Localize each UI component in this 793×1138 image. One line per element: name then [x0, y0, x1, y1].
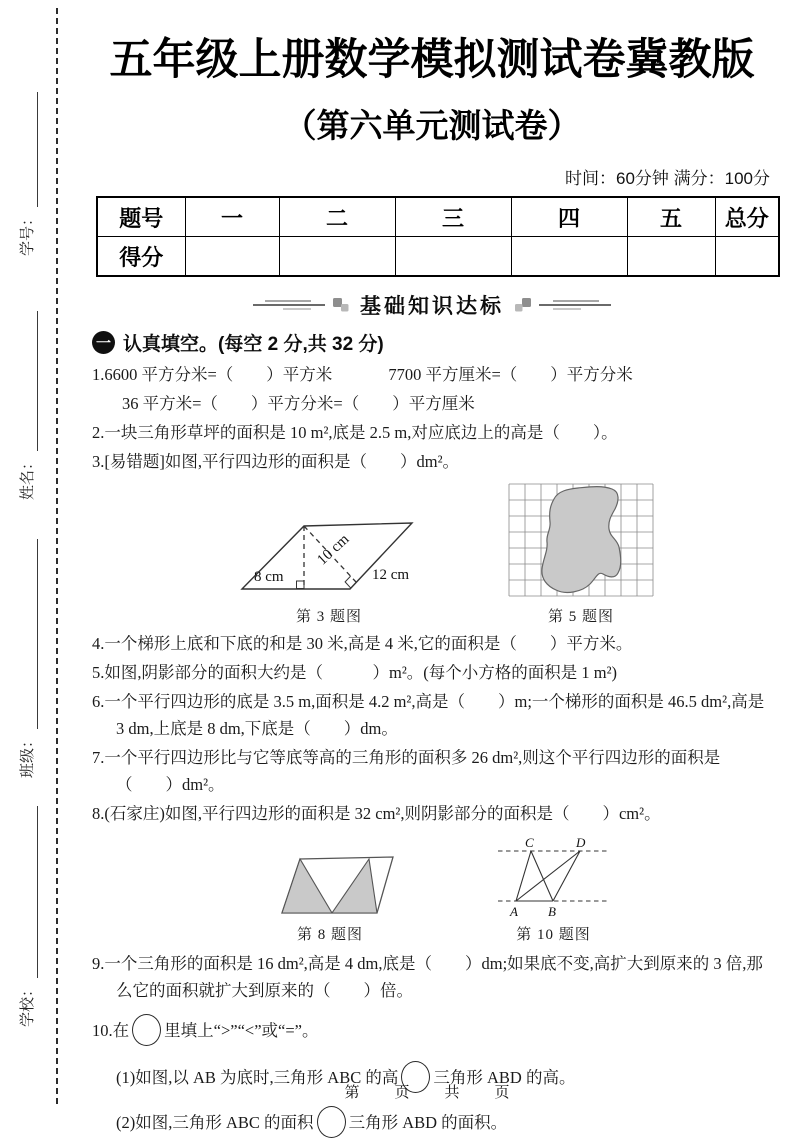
question-text: 三角形 ABD 的面积。 [348, 1113, 508, 1132]
page-footer: 第 页 共 页 [344, 1084, 520, 1101]
school-write-line [36, 806, 38, 978]
question-5 [92, 659, 772, 686]
section-number-one-icon: 一 [92, 331, 115, 354]
banner-left-lines-icon [253, 296, 353, 314]
page-title: 五年级上册数学模拟测试卷冀教版 [109, 36, 755, 84]
score-cell-empty [715, 237, 779, 277]
sub-question-number: (2) [116, 1113, 136, 1132]
question-number: 3. [92, 452, 105, 471]
question-number: 9. [92, 954, 105, 973]
score-cell-empty [279, 237, 395, 277]
student-id-write-line [36, 92, 38, 207]
figure-caption: 第 3 题图 [295, 609, 362, 625]
parallelogram-figure [234, 501, 424, 601]
score-header-cell: 三 [395, 197, 511, 237]
score-table-header-row [97, 197, 779, 237]
page-subtitle: （第六单元测试卷） [283, 107, 581, 144]
section-1-heading [92, 329, 772, 356]
figure-caption: 第 5 题图 [547, 609, 614, 625]
name-write-line [36, 311, 38, 451]
score-header-cell: 题号 [97, 197, 185, 237]
comparison-circle-blank [317, 1106, 346, 1138]
score-header-cell: 总分 [715, 197, 779, 237]
side-length-label: 8 cm [254, 569, 284, 585]
figure-question-10 [496, 835, 611, 944]
score-cell-empty [185, 237, 279, 277]
question-text: 36 平方米=（ ）平方分米=（ ）平方厘米 [122, 394, 475, 413]
figure-row-2 [92, 835, 772, 944]
question-2 [92, 419, 772, 446]
question-text: 如图,三角形 ABC 的面积 [135, 1113, 314, 1132]
comparison-circle-blank [132, 1014, 161, 1046]
point-label-d: D [576, 835, 586, 850]
question-text: 一个梯形上底和下底的和是 30 米,高是 4 米,它的面积是（ ）平方米。 [104, 634, 633, 653]
student-id-label: 学号： [19, 210, 36, 256]
name-label: 姓名： [19, 454, 36, 500]
question-number: 7. [92, 748, 105, 767]
section-1-title: 认真填空。(每空 2 分,共 32 分) [123, 334, 384, 355]
question-text: 7700 平方厘米=（ ）平方分米 [388, 365, 633, 384]
question-text: 三角形 ABD 的高。 [433, 1068, 576, 1087]
time-score-info: 时间：60分钟 满分：100分 [565, 169, 770, 188]
parallelogram-shaded-triangles-figure [260, 841, 400, 919]
question-number: 5. [92, 663, 105, 682]
question-6 [92, 688, 772, 742]
score-header-cell: 二 [279, 197, 395, 237]
class-write-line [36, 539, 38, 729]
margin-dashed-divider [56, 8, 58, 1104]
sub-question-number: (1) [116, 1068, 136, 1087]
question-3 [92, 448, 772, 475]
figure-row-1 [92, 481, 772, 626]
question-text: 如图,阴影部分的面积大约是（ ）m²。(每个小方格的面积是 1 m²) [104, 663, 618, 682]
point-label-c: C [525, 835, 534, 850]
question-10 [92, 1014, 772, 1048]
banner-title: 基础知识达标 [360, 295, 504, 318]
score-table-score-row [97, 237, 779, 277]
figure-question-8 [260, 841, 400, 944]
score-header-cell: 四 [511, 197, 627, 237]
triangles-abcd-figure [496, 835, 611, 919]
name-field [16, 311, 38, 500]
score-header-cell: 五 [627, 197, 715, 237]
score-cell-empty [395, 237, 511, 277]
question-number: 8. [92, 804, 105, 823]
height-label: 10 cm [314, 531, 353, 569]
figure-caption: 第 8 题图 [296, 927, 363, 943]
question-text: 里填上“>”“<”或“=”。 [164, 1021, 319, 1040]
score-header-cell: 一 [185, 197, 279, 237]
question-7 [92, 744, 772, 798]
question-number: 10. [92, 1021, 113, 1040]
banner-right-lines-icon [511, 296, 611, 314]
question-text: 一个三角形的面积是 16 dm²,高是 4 dm,底是（ ）dm;如果底不变,高扩大到原来的 3 倍,那么它的面积就扩大到原来的（ ）倍。 [104, 954, 763, 1000]
question-text: 一个平行四边形的底是 3.5 m,面积是 4.2 m²,高是（ ）m;一个梯形的面积是 46.5 dm²,高是 3 dm,上底是 8 dm,下底是（ ）dm。 [104, 692, 765, 738]
question-8 [92, 800, 772, 827]
question-number: 1. [92, 365, 105, 384]
score-cell-empty [627, 237, 715, 277]
question-1-line-1 [92, 361, 772, 388]
question-text: 在 [112, 1021, 130, 1040]
question-9 [92, 950, 772, 1004]
question-1-line-2 [92, 390, 772, 417]
score-table [96, 196, 780, 277]
question-text: 如图,以 AB 为底时,三角形 ABC 的高 [135, 1068, 399, 1087]
figure-question-5 [506, 481, 656, 626]
question-number: 4. [92, 634, 105, 653]
section-banner [92, 290, 772, 320]
question-text: 一块三角形草坪的面积是 10 m²,底是 2.5 m,对应底边上的高是（ ）。 [104, 423, 618, 442]
figure-question-3 [234, 501, 424, 626]
question-number: 6. [92, 692, 105, 711]
question-text: 一个平行四边形比与它等底等高的三角形的面积多 26 dm²,则这个平行四边形的面积是（ ）dm²。 [104, 748, 721, 794]
question-number: 2. [92, 423, 105, 442]
figure-caption: 第 10 题图 [516, 927, 591, 943]
student-id-field [16, 92, 38, 256]
question-text: 6600 平方分米=（ ）平方米 [104, 365, 333, 384]
point-label-b: B [548, 904, 556, 919]
score-cell-empty [511, 237, 627, 277]
class-field [16, 539, 38, 778]
score-row-label: 得分 [97, 237, 185, 277]
point-label-a: A [510, 904, 518, 919]
grid-shaded-shape-figure [506, 481, 656, 601]
question-4 [92, 630, 772, 657]
class-label: 班级： [19, 732, 36, 778]
question-text: [易错题]如图,平行四边形的面积是（ ）dm²。 [104, 452, 460, 471]
side-length-label: 12 cm [372, 567, 410, 583]
question-text: (石家庄)如图,平行四边形的面积是 32 cm²,则阴影部分的面积是（ ）cm²。 [104, 804, 661, 823]
school-field [16, 806, 38, 1027]
main-content [92, 0, 772, 1138]
question-10-sub-2 [116, 1106, 772, 1138]
school-label: 学校： [19, 981, 36, 1027]
